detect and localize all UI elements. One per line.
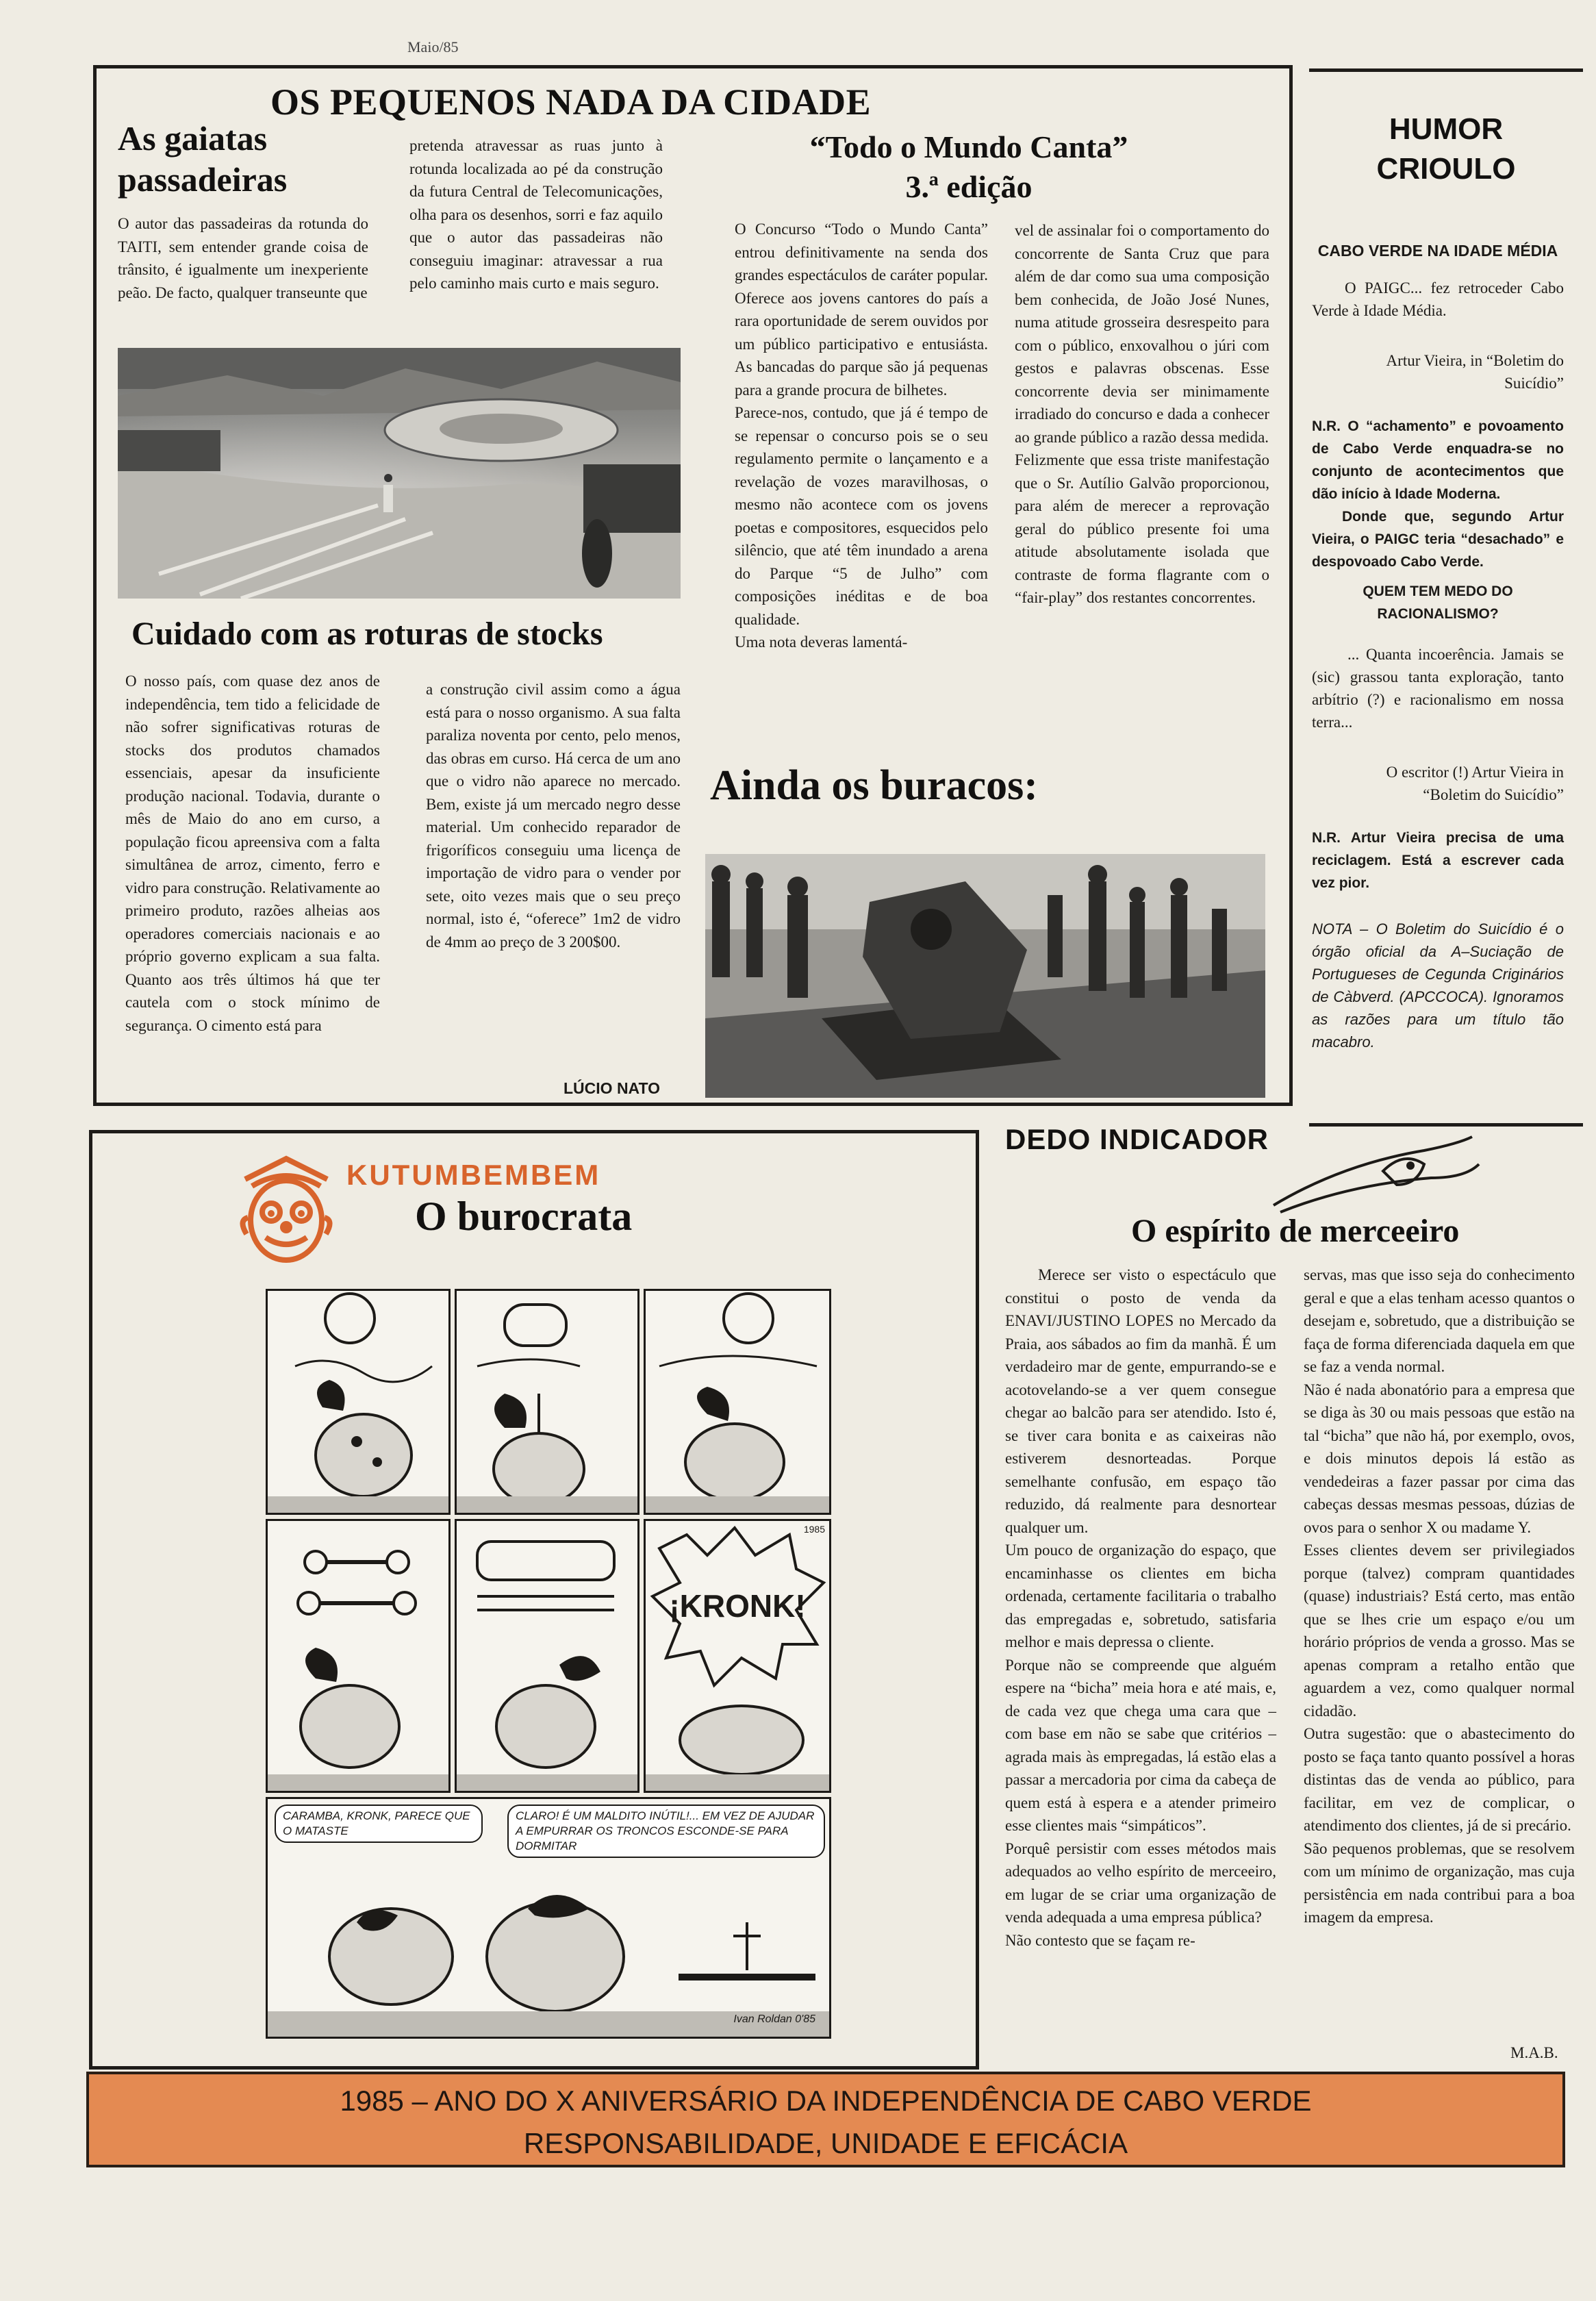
comic-title: O burocrata: [415, 1194, 633, 1239]
dedo-section-title: DEDO INDICADOR: [1005, 1123, 1269, 1155]
humor-sub1: CABO VERDE NA IDADE MÉDIA: [1317, 242, 1558, 260]
humor-cite2: O escritor (!) Artur Vieira in “Boletim do Suicídio”: [1386, 764, 1564, 803]
comic-speech-1: CARAMBA, KRONK, PARECE QUE O MATASTE: [275, 1805, 483, 1843]
stocks-author: LÚCIO NATO: [563, 1079, 660, 1097]
stocks-title: Cuidado com as roturas de stocks: [131, 616, 603, 652]
comic-panel-1-drawing: [268, 1291, 448, 1513]
pointing-hand-icon: [1260, 1123, 1493, 1219]
humor-p2: ... Quanta incoerência. Jamais se (sic) grassou tanta exploração, tanto arbítrio (?) e racionalismo em nossa terra...: [1312, 646, 1564, 731]
rotunda-photo-graphic: [118, 348, 681, 599]
humor-nr2: N.R. Artur Vieira precisa de uma reciclagem. Está a escrever cada vez pior.: [1312, 830, 1564, 891]
rotunda-photo: [118, 348, 681, 599]
gaiatas-col2: pretenda atravessar as ruas junto à rotunda localizada ao pé da construção da futura Central de Telecomunicações, olha para os desenhos, sorri e faz aquilo que o autor das passadeiras não conseguiu imaginar: atravessar a rua pelo caminho mais curto e mais seguro.: [409, 137, 663, 292]
comic-panel-6-burst: [646, 1521, 829, 1791]
humor-title-line1: HUMOR: [1389, 112, 1504, 146]
comic-panel-2-drawing: [457, 1291, 637, 1513]
comic-panel-7: [266, 1797, 831, 2039]
footer-line1: 1985 – ANO DO X ANIVERSÁRIO DA INDEPENDÊNCIA DE CABO VERDE: [340, 2085, 1312, 2117]
dedo-author: M.A.B.: [1510, 2044, 1558, 2061]
kutumbembem-logo-icon: [231, 1152, 341, 1268]
mundo-canta-title-line1: “Todo o Mundo Canta”: [809, 129, 1128, 164]
mundo-canta-col2: vel de assinalar foi o comportamento do concorrente de Santa Cruz que para além de dar como sua uma composição bem conhecida, de João José Nunes, numa atitude grosseira desrespeito para com o público, enxovalhou o júri com gestos e palavras obscenas. Esse concorrente devia ser minimamente irradiado do concurso e dada a conhecer ao grande público a razão dessa medida. Felizmente que essa triste manifestação que o Sr. Autílio Galvão proporcionou, para além de merecer a reprovação geral do público presente foi uma atitude absolutamente isolada que contraste de forma flagrante com o “fair-play” dos restantes concorrentes.: [1015, 222, 1269, 606]
comic-panel-4-drawing: [268, 1521, 448, 1791]
comic-panel-2: [455, 1289, 639, 1515]
comic-sfx: ¡KRONK!: [669, 1588, 806, 1624]
dedo-col2: servas, mas que isso seja do conhecimento geral e que a elas tenham acesso quantos o desejam e, sobretudo, que a distribuição se faça de forma diferenciada daquela em que se faz a venda normal. Não é nada abonatório para a empresa que se diga às 30 ou mais pessoas que estão na tal “bicha” que não há, por exemplo, ovos, e dois minutos depois lá estão as vendedeiras a fazer passar por cima das cabeças dessas mesmas pessoas, dúzias de ovos para o senhor X ou madame Y. Esses clientes devem ser privilegiados porque (talvez) compram quantidades (quase) industriais? Está certo, mas então que se lhes crie um espaço e/ou um horário próprios de venda a grosso. Mas se apenas compram a retalho então que aguardem a vez, como qualquer normal cidadão. Outra sugestão: que o abastecimento do posto se faça tanto quanto possível a horas distintas das de venda ao público, para facilitar, em vez de complicar, o atendimento dos clientes, já de si precário. São pequenos problemas, que se resolvem com um mínimo de organização, mas cuja persistência em nada contribui para a boa imagem da empresa.: [1304, 1266, 1575, 1926]
comic-panel-5-drawing: [457, 1521, 637, 1791]
gaiatas-col1: O autor das passadeiras da rotunda do TAITI, sem entender grande coisa de trânsito, é igualmente um inexperiente peão. De facto, qualquer transeunte que: [118, 215, 368, 301]
humor-cite1: Artur Vieira, in “Boletim do Suicídio”: [1386, 352, 1564, 392]
humor-top-rule: [1309, 68, 1583, 72]
mundo-canta-title: [705, 127, 1232, 207]
humor-title: [1309, 110, 1583, 189]
comic-panel-4: [266, 1519, 451, 1793]
stocks-col2: a construção civil assim como a água está para o nosso organismo. A sua falta paraliza noventa por cento, pelo menos, das obras em curso. Há cerca de um ano que o vidro não aparece no mercado. Bem, existe já um mercado negro desse material. Um conhecido reparador de frigoríficos conseguiu uma licença de importação de vidro para o vender por sete, oito vezes mais que o seu preço normal, isto é, “oferece” 1m2 de vidro de 4mm ao preço de 3 200$00.: [426, 681, 681, 951]
humor-column: [1312, 240, 1564, 1053]
humor-nr1: N.R. O “achamento” e povoamento de Cabo Verde enquadra-se no conjunto de acontecimentos que dão início à Idade Moderna.: [1312, 418, 1564, 502]
comic-panel-3: [644, 1289, 831, 1515]
humor-p1: O PAIGC... fez retroceder Cabo Verde à Idade Média.: [1312, 279, 1564, 319]
humor-sub2: QUEM TEM MEDO DO RACIONALISMO?: [1363, 583, 1513, 622]
footer-line2: RESPONSABILIDADE, UNIDADE E EFICÁCIA: [523, 2127, 1128, 2159]
comic-panel-3-drawing: [646, 1291, 829, 1513]
gaiatas-title-line1: As gaiatas: [118, 119, 268, 158]
stocks-col1: O nosso país, com quase dez anos de independência, tem tido a felicidade de não sofrer significativas roturas de stocks dos produtos chamados essenciais, apesar da insuficiente produção nacional. Todavia, durante o mês de Maio do ano em curso, a população ficou apreensiva com a falta simultânea de arroz, cimento, ferro e vidro para construção. Relativamente ao primeiro produto, razões alheias aos operadores comerciais nacionais e ao próprio governo explicam a sua falta. Quanto aos três últimos há que ter cautela com o stock mínimo de segurança. O cimento está para: [125, 672, 380, 1034]
humor-title-line2: CRIOULO: [1376, 152, 1516, 186]
comic-strip: [266, 1289, 831, 2039]
gaiatas-title-line2: passadeiras: [118, 160, 288, 199]
mundo-canta-title-line2: 3.ª edição: [905, 169, 1033, 204]
footer-banner: [86, 2072, 1565, 2167]
buracos-photo: [705, 854, 1265, 1098]
comic-signature: Ivan Roldan 0'85: [733, 2013, 815, 2025]
dedo-article-title: O espírito de merceeiro: [1131, 1213, 1460, 1249]
comic-panel-7-drawing: [268, 1861, 829, 2037]
buracos-photo-graphic: [705, 854, 1265, 1098]
gaiatas-title: [118, 118, 287, 200]
comic-speech-2: CLARO! É UM MALDITO INÚTIL!... EM VEZ DE AJUDAR A EMPURRAR OS TRONCOS ESCONDE-SE PARA DORMITAR: [507, 1805, 825, 1858]
humor-nota: NOTA – O Boletim do Suicídio é o órgão oficial da A–Suciação de Portugueses de Cegunda Criginários de Càbverd. (APCCOCA). Ignoramos as razões para um título tão macabro.: [1312, 920, 1564, 1051]
comic-brand: KUTUMBEMBEM: [346, 1159, 601, 1191]
comic-panel-1: [266, 1289, 451, 1515]
dedo-col1: Merece ser visto o espectáculo que constitui o posto de venda da ENAVI/JUSTINO LOPES no Mercado da Praia, aos sábados ao fim da manhã. É um verdadeiro mar de gente, empurrando-se e acotovelando-se a ver quem consegue chegar ao balcão para ser atendido. Isto é, se tiver cara bonita e as caixeiras não estiverem desnorteadas. Porque semelhante confusão, em espaço tão reduzido, dá realmente para desnortear qualquer um. Um pouco de organização do espaço, que encaminhasse os clientes em bicha ordenada, certamente facilitaria o trabalho das empregadas e, sobretudo, satisfaria melhor e mais depressa o cliente. Porque não se compreende que alguém espere na “bicha” meia hora e até mais, e, de cada vez que chega uma cara que – com base em não se sabe que critérios – agrada mais às empregadas, lá estão elas a passar a mercadoria por cima da cabeça de quem está à espera e a atender primeiro esse clientes mais “simpáticos”. Porquê persistir com esses métodos mais adequados ao velho espírito de merceeiro, em lugar de se criar uma organização de venda adequada a uma empresa pública? Não contesto que se façam re-: [1005, 1266, 1276, 1949]
comic-panel-6: [644, 1519, 831, 1793]
section-banner-title: OS PEQUENOS NADA DA CIDADE: [270, 81, 872, 123]
comic-panel-5: [455, 1519, 639, 1793]
mundo-canta-col1: O Concurso “Todo o Mundo Canta” entrou definitivamente na senda dos grandes espectáculos de caráter popular. Oferece aos jovens cantores do país a rara oportunidade de serem ouvidos por um público participativo e entusiásta. As bancadas do parque são já pequenas para a grande procura de bilhetes. Parece-nos, contudo, que já é tempo de se repensar o concurso pois se o seu regulamento permite o lançamento e a revelação de vozes maravilhosas, o mesmo não acontece com os jovens poetas e compositores, esquecidos pelo silêncio, que até têm inundado a arena do Parque “5 de Julho” com composições inéditas e de boa qualidade. Uma nota deveras lamentá-: [735, 221, 988, 651]
humor-nr1b: Donde que, segundo Artur Vieira, o PAIGC teria “desachado” e despovoado Cabo Verde.: [1312, 509, 1564, 570]
header-date: Maio/85: [407, 38, 459, 55]
buracos-title: Ainda os buracos:: [710, 762, 1038, 809]
comic-year-mark: 1985: [803, 1524, 825, 1535]
